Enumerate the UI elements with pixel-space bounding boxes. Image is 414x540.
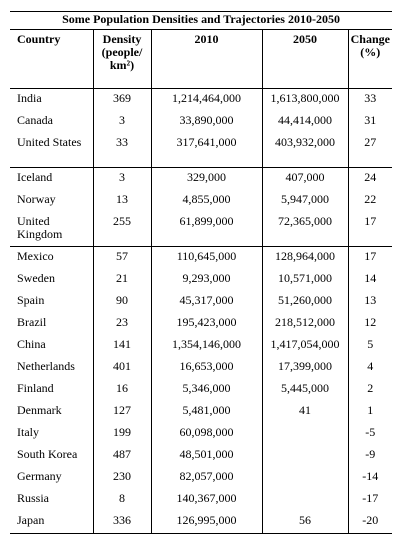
cell-density: 23 bbox=[93, 313, 151, 335]
table-body bbox=[10, 89, 392, 534]
cell-population-2010: 1,214,464,000 bbox=[151, 89, 262, 112]
header-row bbox=[10, 30, 392, 89]
cell-density: 3 bbox=[93, 111, 151, 133]
cell-change-percent: 17 bbox=[348, 247, 392, 270]
cell-change-percent: 13 bbox=[348, 291, 392, 313]
cell-population-2050: 51,260,000 bbox=[262, 291, 348, 313]
cell-population-2050 bbox=[262, 445, 348, 467]
cell-density: 369 bbox=[93, 89, 151, 112]
cell-population-2010: 1,354,146,000 bbox=[151, 335, 262, 357]
cell-population-2010: 48,501,000 bbox=[151, 445, 262, 467]
cell-population-2050 bbox=[262, 423, 348, 445]
cell-country: Germany bbox=[17, 469, 62, 483]
cell-country: Mexico bbox=[10, 247, 93, 270]
table-row bbox=[10, 269, 392, 291]
table-row bbox=[10, 467, 392, 489]
cell-population-2010: 317,641,000 bbox=[151, 133, 262, 168]
population-table-document bbox=[10, 11, 392, 534]
cell-country: Brazil bbox=[17, 315, 47, 329]
cell-population-2050: 10,571,000 bbox=[262, 269, 348, 291]
cell-change-percent: -5 bbox=[348, 423, 392, 445]
cell-country: Italy bbox=[17, 425, 39, 439]
cell-population-2050: 403,932,000 bbox=[262, 133, 348, 168]
cell-change-percent: -20 bbox=[348, 511, 392, 534]
table-row bbox=[10, 401, 392, 423]
cell-population-2010: 5,481,000 bbox=[151, 401, 262, 423]
table-row bbox=[10, 379, 392, 401]
cell-density: 230 bbox=[93, 467, 151, 489]
table-row bbox=[10, 190, 392, 212]
header-change bbox=[348, 30, 392, 89]
cell-population-2050: 44,414,000 bbox=[262, 111, 348, 133]
cell-density: 13 bbox=[93, 190, 151, 212]
table-row bbox=[10, 247, 392, 270]
cell-population-2010: 140,367,000 bbox=[151, 489, 262, 511]
cell-change-percent: 33 bbox=[348, 89, 392, 112]
table-row bbox=[10, 511, 392, 534]
header-density-line2: (people/ bbox=[101, 45, 143, 59]
table-row bbox=[10, 168, 392, 191]
cell-country: Japan bbox=[10, 511, 93, 534]
header-change-line1: Change bbox=[350, 32, 390, 46]
cell-density: 8 bbox=[93, 489, 151, 511]
cell-country: United States bbox=[17, 135, 82, 149]
cell-density: 401 bbox=[93, 357, 151, 379]
cell-density: 16 bbox=[93, 379, 151, 401]
cell-change-percent: 5 bbox=[348, 335, 392, 357]
table-title: Some Population Densities and Trajectories 2010-2050 bbox=[10, 12, 392, 30]
cell-density: 336 bbox=[93, 511, 151, 534]
cell-country: Denmark bbox=[17, 403, 62, 417]
cell-population-2050 bbox=[262, 467, 348, 489]
table-row bbox=[10, 133, 392, 168]
cell-change-percent: 31 bbox=[348, 111, 392, 133]
cell-population-2010: 61,899,000 bbox=[151, 212, 262, 247]
cell-density: 57 bbox=[93, 247, 151, 270]
cell-change-percent: -17 bbox=[348, 489, 392, 511]
table-row bbox=[10, 335, 392, 357]
cell-population-2010: 45,317,000 bbox=[151, 291, 262, 313]
header-country: Country bbox=[10, 30, 93, 89]
cell-country: Finland bbox=[17, 381, 54, 395]
cell-change-percent: 1 bbox=[348, 401, 392, 423]
cell-population-2010: 82,057,000 bbox=[151, 467, 262, 489]
header-density-line1: Density bbox=[102, 32, 142, 46]
cell-population-2050 bbox=[262, 489, 348, 511]
cell-country: Netherlands bbox=[17, 359, 75, 373]
cell-density: 141 bbox=[93, 335, 151, 357]
cell-population-2050: 1,417,054,000 bbox=[262, 335, 348, 357]
cell-change-percent: 14 bbox=[348, 269, 392, 291]
cell-change-percent: -9 bbox=[348, 445, 392, 467]
cell-density: 21 bbox=[93, 269, 151, 291]
cell-country: China bbox=[17, 337, 46, 351]
cell-population-2050: 72,365,000 bbox=[262, 212, 348, 247]
cell-change-percent: 2 bbox=[348, 379, 392, 401]
cell-density: 127 bbox=[93, 401, 151, 423]
cell-population-2050: 218,512,000 bbox=[262, 313, 348, 335]
header-change-line2: (%) bbox=[360, 45, 381, 59]
cell-change-percent: 17 bbox=[348, 212, 392, 247]
cell-population-2050: 56 bbox=[262, 511, 348, 534]
cell-change-percent: 4 bbox=[348, 357, 392, 379]
cell-change-percent: -14 bbox=[348, 467, 392, 489]
cell-density: 255 bbox=[93, 212, 151, 247]
cell-population-2050: 41 bbox=[262, 401, 348, 423]
table-row bbox=[10, 89, 392, 112]
cell-population-2010: 60,098,000 bbox=[151, 423, 262, 445]
cell-country: Canada bbox=[17, 113, 53, 127]
cell-population-2010: 329,000 bbox=[151, 168, 262, 191]
cell-country: Iceland bbox=[10, 168, 93, 191]
table-row bbox=[10, 489, 392, 511]
header-2050: 2050 bbox=[262, 30, 348, 89]
cell-population-2010: 33,890,000 bbox=[151, 111, 262, 133]
cell-population-2050: 407,000 bbox=[262, 168, 348, 191]
cell-density: 199 bbox=[93, 423, 151, 445]
cell-change-percent: 27 bbox=[348, 133, 392, 168]
cell-country: Norway bbox=[17, 192, 56, 206]
cell-population-2050: 128,964,000 bbox=[262, 247, 348, 270]
cell-population-2050: 5,947,000 bbox=[262, 190, 348, 212]
cell-density: 3 bbox=[93, 168, 151, 191]
cell-country: India bbox=[17, 91, 42, 105]
population-table bbox=[10, 11, 392, 534]
table-row bbox=[10, 212, 392, 247]
cell-population-2010: 9,293,000 bbox=[151, 269, 262, 291]
cell-density: 33 bbox=[93, 133, 151, 168]
cell-population-2050: 5,445,000 bbox=[262, 379, 348, 401]
cell-population-2010: 126,995,000 bbox=[151, 511, 262, 534]
cell-change-percent: 24 bbox=[348, 168, 392, 191]
cell-change-percent: 22 bbox=[348, 190, 392, 212]
table-row bbox=[10, 313, 392, 335]
cell-population-2010: 110,645,000 bbox=[151, 247, 262, 270]
header-density-line3: km²) bbox=[109, 58, 135, 72]
cell-population-2050: 17,399,000 bbox=[262, 357, 348, 379]
cell-country: Spain bbox=[17, 293, 45, 307]
header-density bbox=[93, 30, 151, 89]
cell-population-2010: 195,423,000 bbox=[151, 313, 262, 335]
cell-population-2010: 16,653,000 bbox=[151, 357, 262, 379]
cell-country: United Kingdom bbox=[17, 214, 63, 241]
header-2010: 2010 bbox=[151, 30, 262, 89]
table-row bbox=[10, 111, 392, 133]
cell-population-2010: 5,346,000 bbox=[151, 379, 262, 401]
cell-population-2010: 4,855,000 bbox=[151, 190, 262, 212]
cell-density: 90 bbox=[93, 291, 151, 313]
cell-country: South Korea bbox=[17, 447, 78, 461]
table-row bbox=[10, 291, 392, 313]
cell-population-2050: 1,613,800,000 bbox=[262, 89, 348, 112]
table-row bbox=[10, 423, 392, 445]
cell-density: 487 bbox=[93, 445, 151, 467]
cell-country: Sweden bbox=[17, 271, 55, 285]
cell-change-percent: 12 bbox=[348, 313, 392, 335]
cell-country: Russia bbox=[17, 491, 50, 505]
table-row bbox=[10, 357, 392, 379]
table-row bbox=[10, 445, 392, 467]
